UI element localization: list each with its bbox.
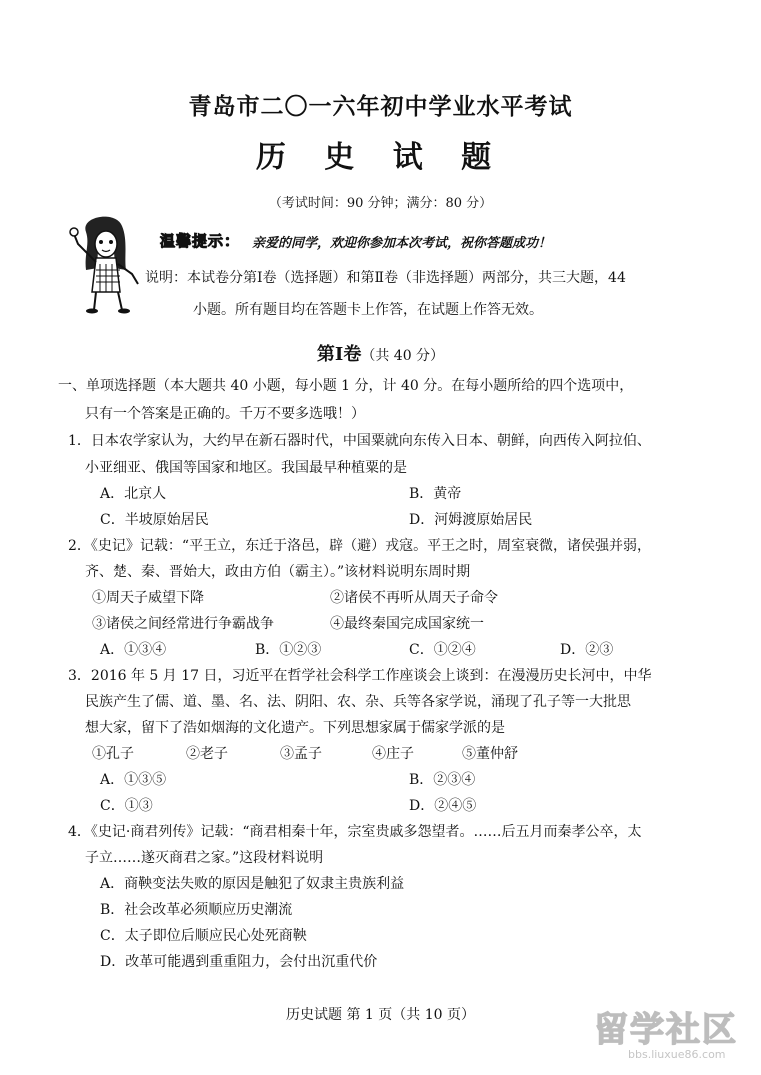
q1-stem-line-1: 1．日本农学家认为，大约早在新石器时代，中国粟就向东传入日本、朝鲜，向西传入阿拉伯、 [68,433,651,449]
q2-option-d: D．②③ [560,642,614,658]
q1-stem-line-2: 小亚细亚、俄国等国家和地区。我国最早种植粟的是 [85,460,407,476]
q2-statement-4: ④最终秦国完成国家统一 [330,616,484,632]
instructions-line-1: 说明：本试卷分第Ⅰ卷（选择题）和第Ⅱ卷（非选择题）两部分，共三大题，44 [145,270,626,286]
q3-item-5: ⑤董仲舒 [462,746,518,762]
q2-option-c: C．①②④ [409,642,476,658]
q4-option-b: B．社会改革必须顺应历史潮流 [100,902,293,918]
q2-statement-1: ①周天子威望下降 [92,590,204,606]
q1-option-d: D．河姆渡原始居民 [409,512,533,528]
q2-statement-2: ②诸侯不再听从周天子命令 [330,590,498,606]
section-heading [0,340,761,366]
paper-subtitle: 历 史 试 题 [255,140,506,175]
q3-stem-line-1: 3．2016 年 5 月 17 日，习近平在哲学社会科学工作座谈会上谈到：在漫漫历史长河中，中华 [68,668,652,684]
q3-item-1: ①孔子 [92,746,134,762]
q3-option-b: B．②③④ [409,772,476,788]
q1-option-a: A．北京人 [100,486,167,502]
q4-stem-line-2: 子立……遂灭商君之家。”这段材料说明 [85,850,324,866]
exam-title: 青岛市二〇一六年初中学业水平考试 [188,93,573,120]
q3-option-d: D．②④⑤ [409,798,477,814]
page-footer: 历史试题 第 1 页（共 10 页） [286,1007,475,1023]
part-one-instruction-2: 只有一个答案是正确的。千万不要多选哦！） [85,406,365,422]
tip-text: 亲爱的同学，欢迎你参加本次考试，祝你答题成功！ [252,236,552,251]
q4-option-d: D．改革可能遇到重重阻力，会付出沉重代价 [100,954,378,970]
q2-option-b: B．①②③ [255,642,322,658]
section-score: （共 40 分） [361,348,445,364]
exam-info: （考试时间：90 分钟；满分：80 分） [268,196,493,211]
q1-option-c: C．半坡原始居民 [100,512,209,528]
q3-item-3: ③孟子 [280,746,322,762]
part-one-instruction-1: 一、单项选择题（本大题共 40 小题，每小题 1 分，计 40 分。在每小题所给的四个选项中， [58,378,634,394]
q3-item-4: ④庄子 [372,746,414,762]
watermark-logo-text: 留学社区 [594,1010,738,1050]
q4-stem-line-1: 4．《史记·商君列传》记载：“商君相秦十年，宗室贵戚多怨望者。……后五月而秦孝公卒，太 [68,824,642,840]
q3-option-a: A．①③⑤ [100,772,167,788]
q2-stem-line-1: 2．《史记》记载：“平王立，东迁于洛邑，辟（避）戎寇。平王之时，周室衰微，诸侯强并弱， [68,538,652,554]
q4-option-c: C．太子即位后顺应民心处死商鞅 [100,928,307,944]
instructions-line-2: 小题。所有题目均在答题卡上作答，在试题上作答无效。 [193,302,543,318]
tip-label: 温馨提示： [160,232,241,250]
q4-option-a: A．商鞅变法失败的原因是触犯了奴隶主贵族利益 [100,876,405,892]
q2-stem-line-2: 齐、楚、秦、晋始大，政由方伯（霸主）。”该材料说明东周时期 [85,564,471,580]
q3-stem-line-3: 想大家，留下了浩如烟海的文化遗产。下列思想家属于儒家学派的是 [85,720,505,736]
section-title: 第Ⅰ卷 [316,344,362,365]
q3-stem-line-2: 民族产生了儒、道、墨、名、法、阴阳、农、杂、兵等各家学说，涌现了孔子等一大批思 [85,694,631,710]
watermark-url: bbs.liuxue86.com [628,1048,726,1061]
q3-option-c: C．①③ [100,798,153,814]
q3-item-2: ②老子 [186,746,228,762]
site-watermark [588,1000,758,1070]
q2-option-a: A．①③④ [100,642,167,658]
q1-option-b: B．黄帝 [409,486,462,502]
cartoon-girl-illustration [66,214,148,314]
q2-statement-3: ③诸侯之间经常进行争霸战争 [92,616,274,632]
